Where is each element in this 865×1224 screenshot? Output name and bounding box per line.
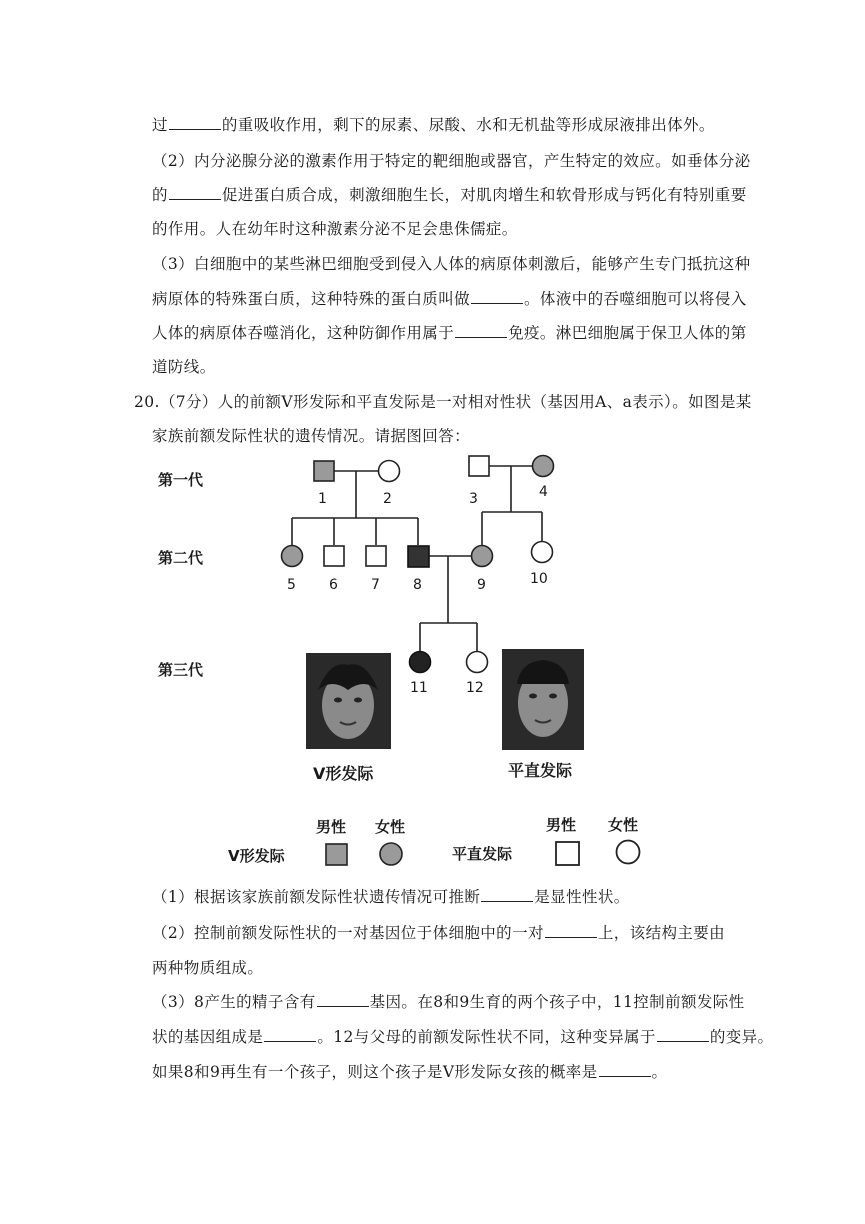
q19-3-line1: （3）白细胞中的某些淋巴细胞受到侵入人体的病原体刺激后，能够产生专门抵抗这种 [152, 255, 751, 273]
individual-1 [314, 461, 334, 481]
individual-number: 9 [477, 577, 486, 593]
individual-number: 1 [318, 491, 327, 507]
q19-2-line2: 的 促进蛋白质合成，刺激细胞生长，对肌肉增生和软骨形成与钙化有特别重要 [152, 186, 747, 204]
individual-11 [410, 652, 431, 673]
individual-7 [366, 546, 386, 566]
q20-3-line1: （3）8产生的精子含有 基因。在8和9生育的两个孩子中，11控制前额发际性 [152, 993, 745, 1011]
portrait-v-hairline [306, 653, 391, 749]
q20-2-line1: （2）控制前额发际性状的一对基因位于体细胞中的一对 上，该结构主要由 [152, 924, 726, 942]
legend-flat-label: 平直发际 [452, 845, 513, 863]
legend-flat-female-symbol [617, 841, 640, 864]
individual-6 [324, 546, 344, 566]
answer-blank[interactable] [317, 992, 369, 1007]
answer-blank[interactable] [599, 1062, 651, 1077]
individual-number: 5 [287, 577, 296, 593]
q20-3-line3: 如果8和9再生有一个孩子，则这个孩子是V形发际女孩的概率是 。 [152, 1063, 668, 1081]
individual-12 [467, 652, 488, 673]
q19-2-line3: 的作用。人在幼年时这种激素分泌不足会患侏儒症。 [152, 220, 518, 238]
legend-female-header: 女性 [375, 818, 406, 836]
individual-2 [379, 461, 400, 482]
q19-3-line3: 人体的病原体吞噬消化，这种防御作用属于 免疫。淋巴细胞属于保卫人体的第 [152, 324, 747, 342]
q20-line1: 20.（7分）人的前额V形发际和平直发际是一对相对性状（基因用A、a表示）。如图是某 [134, 393, 752, 411]
caption-flat-hairline: 平直发际 [508, 761, 573, 780]
q19-3-line2: 病原体的特殊蛋白质，这种特殊的蛋白质叫做 。体液中的吞噬细胞可以将侵入 [152, 290, 747, 308]
generation-label-1: 第一代 [158, 471, 204, 489]
legend-female-header: 女性 [608, 816, 639, 834]
q20-2-line2: 两种物质组成。 [152, 959, 264, 977]
caption-v-hairline: V形发际 [313, 764, 374, 783]
q20-1: （1）根据该家族前额发际性状遗传情况可推断 是显性性状。 [152, 888, 630, 906]
generation-label-3: 第三代 [158, 661, 204, 679]
individual-3 [469, 456, 489, 476]
q19-3-line4: 道防线。 [152, 358, 216, 376]
individual-number: 12 [466, 680, 484, 696]
q20-3-line2: 状的基因组成是 。12与父母的前额发际性状不同，这种变异属于 的变异。 [152, 1028, 774, 1046]
generation-label-2: 第二代 [158, 549, 204, 567]
legend-flat-male-symbol [556, 842, 579, 865]
individual-number: 10 [530, 571, 548, 587]
q19-2-line1: （2）内分泌腺分泌的激素作用于特定的靶细胞或器官，产生特定的效应。如垂体分泌 [152, 152, 751, 170]
individual-number: 2 [383, 491, 392, 507]
q19-line-a: 过 的重吸收作用，剩下的尿素、尿酸、水和无机盐等形成尿液排出体外。 [152, 116, 715, 134]
legend-v-label: V形发际 [228, 847, 285, 865]
answer-blank[interactable] [657, 1027, 709, 1042]
individual-number: 3 [469, 491, 478, 507]
answer-blank[interactable] [545, 923, 597, 938]
portrait-flat-hairline [502, 649, 584, 750]
answer-blank[interactable] [264, 1027, 316, 1042]
legend-male-header: 男性 [316, 818, 347, 836]
legend-v-female-symbol [380, 843, 402, 865]
individual-number: 7 [371, 577, 380, 593]
individual-5 [282, 546, 303, 567]
individual-8 [408, 546, 429, 567]
individual-4 [533, 456, 554, 477]
individual-9 [472, 546, 493, 567]
legend-v-male-symbol [326, 844, 347, 865]
answer-blank[interactable] [481, 887, 533, 902]
individual-number: 6 [329, 577, 338, 593]
legend-male-header: 男性 [546, 816, 577, 834]
individual-10 [532, 542, 553, 563]
individual-number: 4 [539, 484, 548, 500]
q20-line2: 家族前额发际性状的遗传情况。请据图回答： [152, 427, 471, 445]
individual-number: 11 [410, 680, 428, 696]
individual-number: 8 [413, 577, 422, 593]
